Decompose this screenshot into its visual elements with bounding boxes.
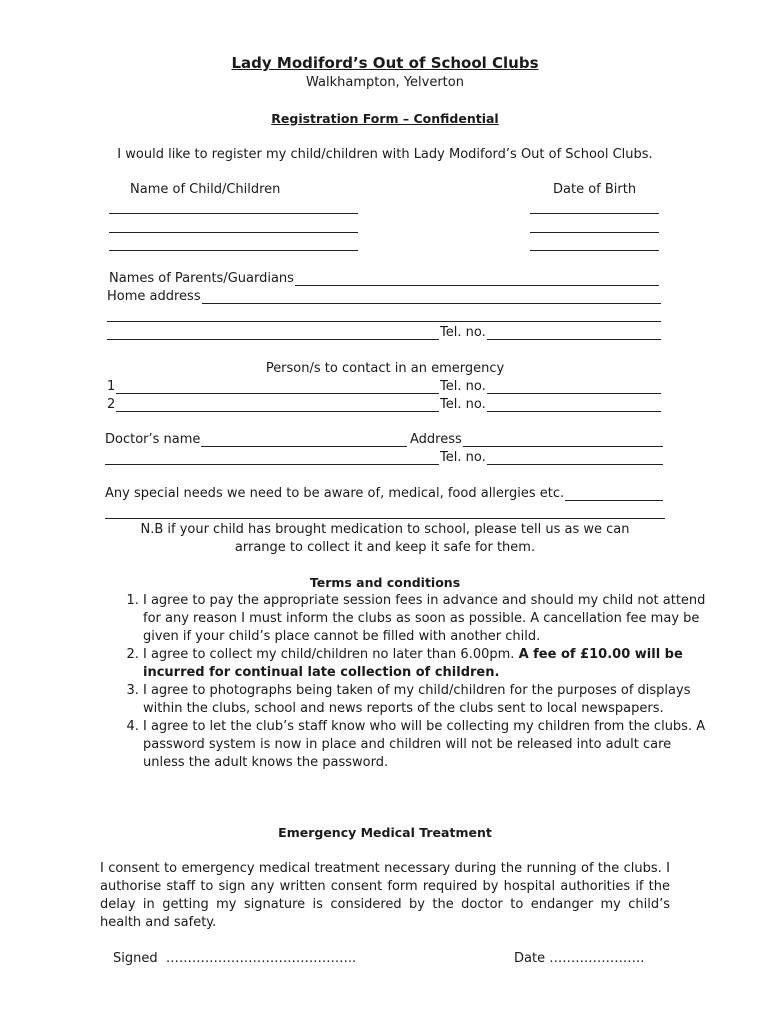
doctor-address-field-2[interactable] bbox=[105, 464, 439, 465]
dob-field-2[interactable] bbox=[530, 232, 659, 233]
emergency-row-1-number: 1 bbox=[107, 379, 116, 394]
date-label: Date bbox=[514, 951, 546, 966]
home-address-field-2[interactable] bbox=[107, 321, 661, 322]
document-subtitle: Walkhampton, Yelverton bbox=[306, 75, 464, 90]
terms-item-2-text: I agree to collect my child/children no later than 6.00pm. bbox=[143, 647, 519, 662]
emergency-tel-1-label: Tel. no. bbox=[440, 379, 486, 394]
dob-field-3[interactable] bbox=[530, 250, 659, 251]
signature-line[interactable] bbox=[113, 950, 356, 968]
signed-label: Signed bbox=[113, 951, 158, 966]
home-address-field-3[interactable] bbox=[107, 339, 439, 340]
date-line[interactable] bbox=[514, 950, 644, 968]
parents-tel-label: Tel. no. bbox=[440, 325, 486, 340]
emergency-contact-2-field[interactable] bbox=[107, 411, 439, 412]
emergency-heading: Person/s to contact in an emergency bbox=[265, 361, 505, 376]
terms-list bbox=[100, 592, 713, 772]
child-name-label: Name of Child/Children bbox=[130, 182, 281, 197]
child-name-field-3[interactable] bbox=[109, 250, 358, 251]
home-address-label: Home address bbox=[107, 289, 201, 304]
dob-label: Date of Birth bbox=[553, 182, 637, 197]
medical-heading: Emergency Medical Treatment bbox=[278, 825, 492, 840]
emergency-row-2-number: 2 bbox=[107, 397, 116, 412]
late-fee-notice: A fee of £10.00 will be incurred for continual late collection of children. bbox=[143, 647, 683, 680]
terms-item-1: 1. I agree to pay the appropriate session fees in advance and should my child not attend for any reason I must inform the clubs as soon as possible. A cancellation fee may be given if your child’s place cannot be filled with another child. bbox=[143, 592, 713, 646]
signed-dots: …………………………………….. bbox=[165, 951, 357, 966]
terms-heading: Terms and conditions bbox=[309, 575, 461, 590]
emergency-contact-1-field[interactable] bbox=[107, 393, 439, 394]
doctor-address-label: Address bbox=[410, 432, 462, 447]
medication-note-line-2: arrange to collect it and keep it safe for them. bbox=[234, 540, 536, 555]
terms-item-2 bbox=[143, 646, 713, 682]
dob-field-1[interactable] bbox=[530, 213, 659, 214]
medical-consent-text: I consent to emergency medical treatment necessary during the running of the clubs. I authorise staff to sign any written consent form required by hospital authorities if the delay in getting my signature is considered by the doctor to endanger my child’s health and safety. bbox=[100, 861, 670, 930]
intro-text: I would like to register my child/children with Lady Modiford’s Out of School Clubs. bbox=[117, 147, 653, 162]
parents-names-label: Names of Parents/Guardians bbox=[109, 271, 294, 286]
medication-note-line-1: N.B if your child has brought medication to school, please tell us as we can bbox=[140, 522, 630, 537]
emergency-tel-2-label: Tel. no. bbox=[440, 397, 486, 412]
doctor-tel-label: Tel. no. bbox=[440, 450, 486, 465]
form-title: Registration Form – Confidential bbox=[271, 111, 499, 126]
terms-item-4: 4. I agree to let the club’s staff know who will be collecting my children from the clubs. A password system is now in place and children will not be released into adult care unless the adult knows the password. bbox=[143, 718, 713, 772]
date-dots: …………………. bbox=[549, 951, 645, 966]
terms-item-3: 3. I agree to photographs being taken of my child/children for the purposes of displays within the clubs, school and news reports of the clubs sent to local newspapers. bbox=[143, 682, 713, 718]
child-name-field-2[interactable] bbox=[109, 232, 358, 233]
doctor-name-label: Doctor’s name bbox=[105, 432, 201, 447]
document-title: Lady Modiford’s Out of School Clubs bbox=[231, 54, 539, 72]
special-needs-field-2[interactable] bbox=[105, 518, 665, 519]
child-name-field-1[interactable] bbox=[109, 213, 358, 214]
special-needs-label: Any special needs we need to be aware of, medical, food allergies etc. bbox=[105, 486, 565, 501]
